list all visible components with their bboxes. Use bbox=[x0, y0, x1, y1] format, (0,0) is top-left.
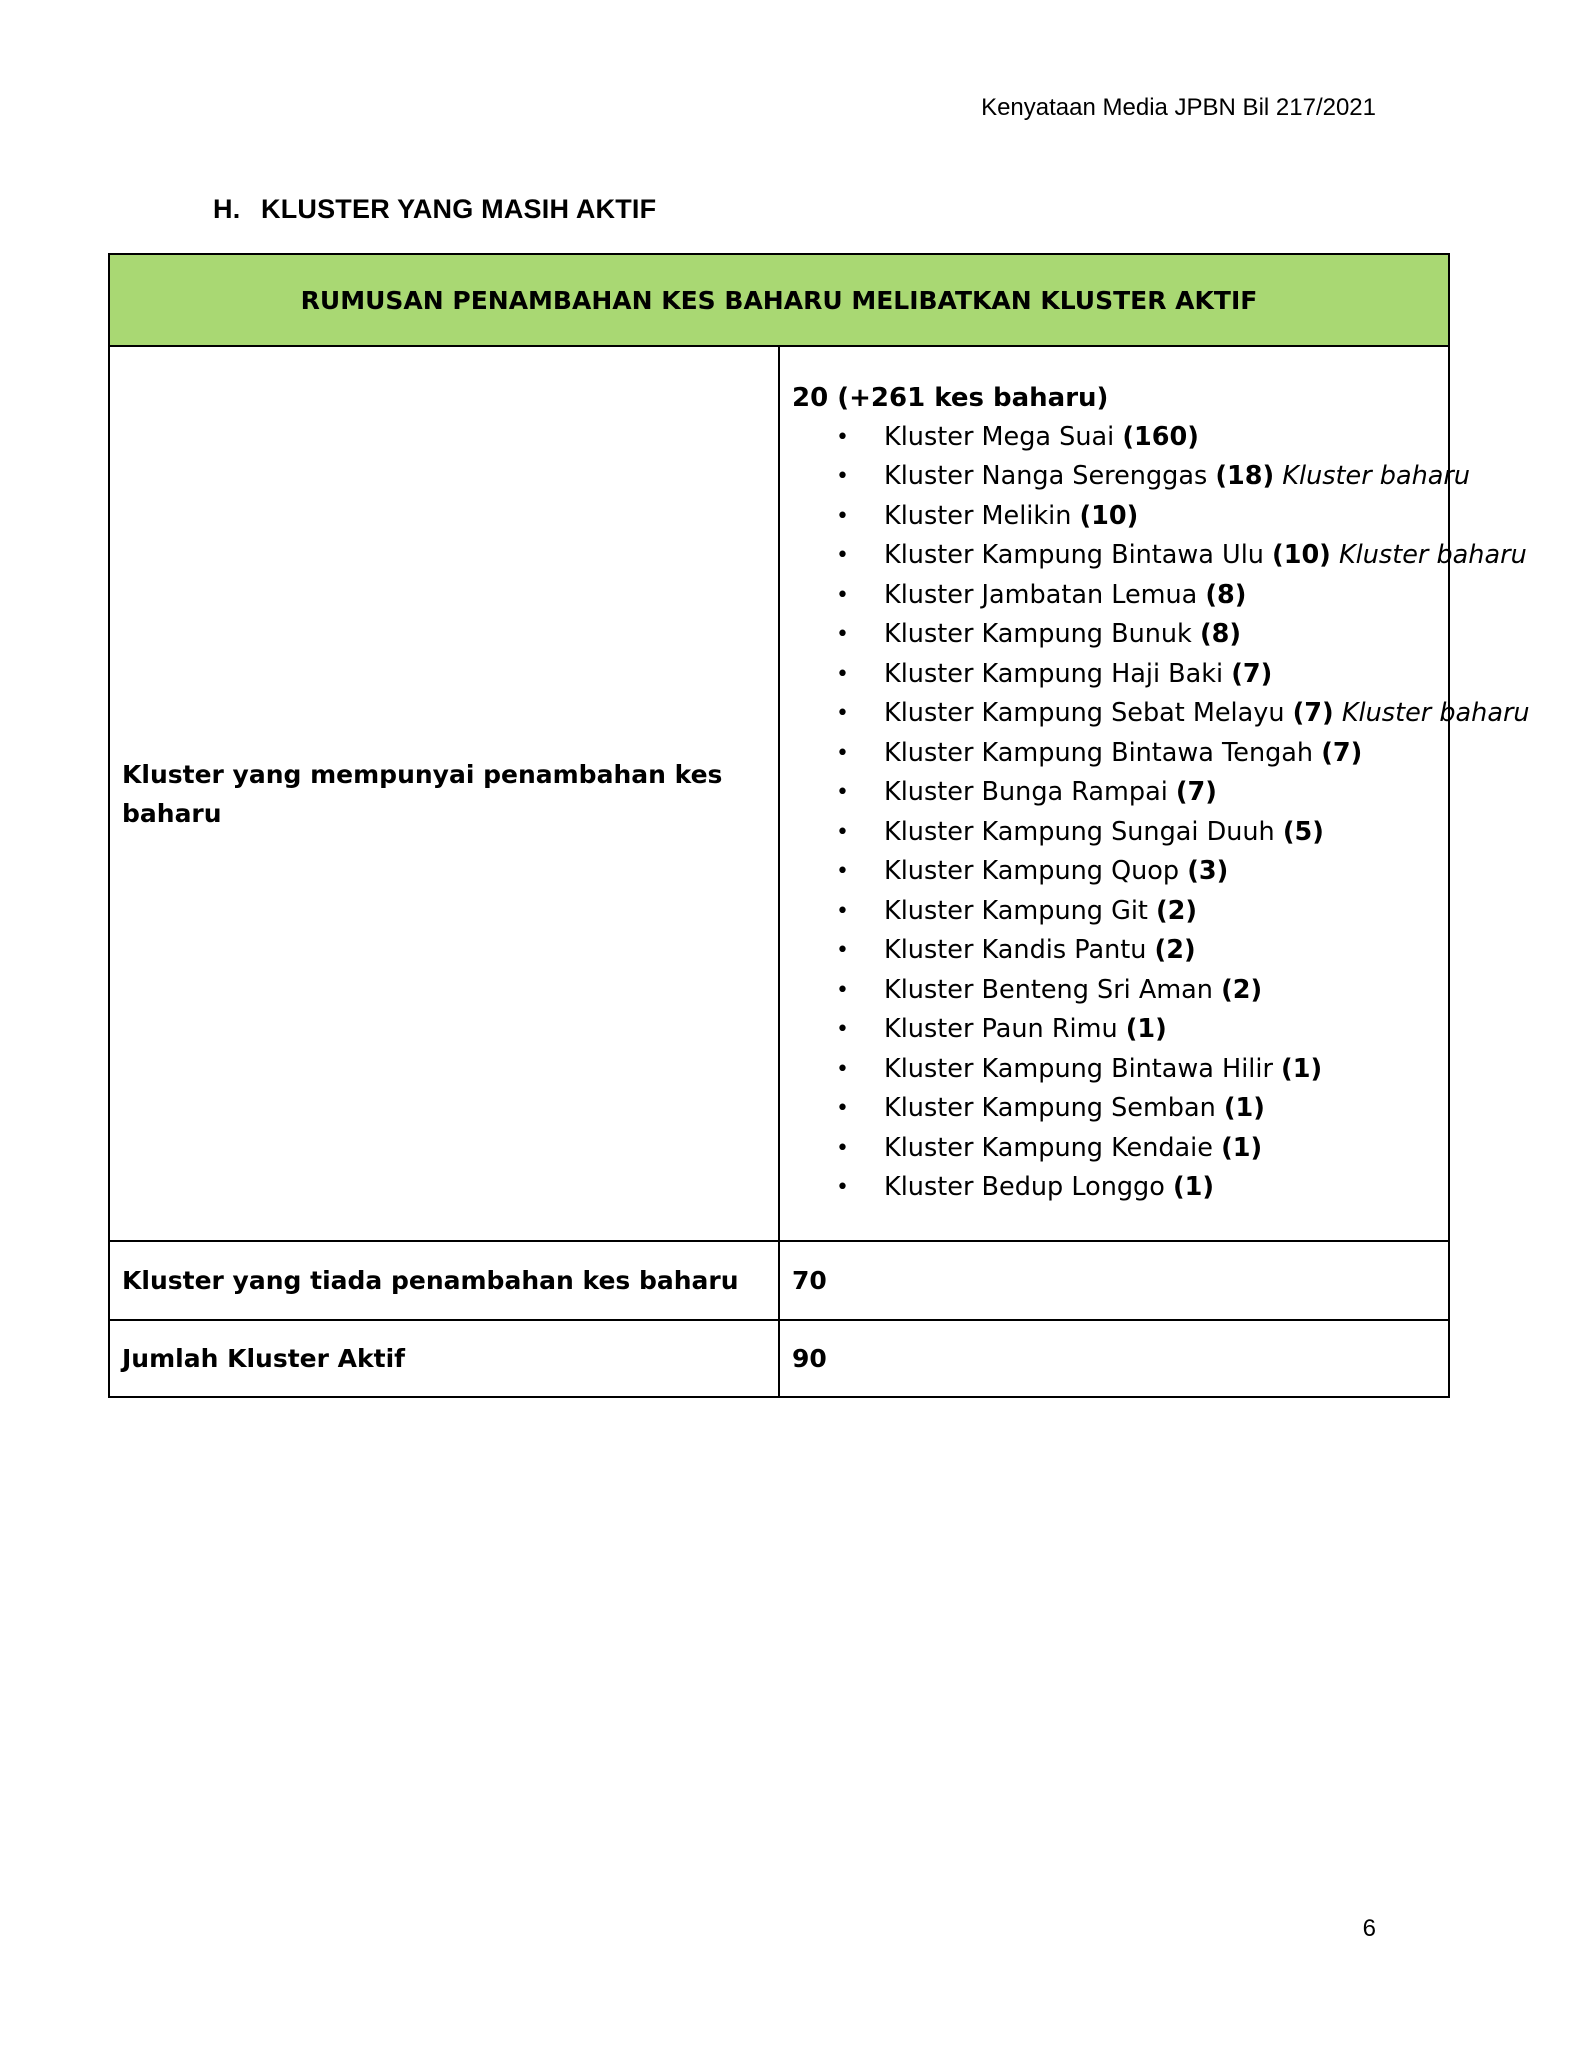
table-row-new-cases bbox=[109, 346, 1449, 1241]
row-label-no-new-cases: Kluster yang tiada penambahan kes baharu bbox=[109, 1241, 779, 1320]
cluster-name: Kluster Kampung Bintawa Hilir bbox=[884, 1053, 1273, 1084]
cluster-count: (7) bbox=[1175, 777, 1217, 807]
cluster-count: (7) bbox=[1292, 698, 1334, 728]
cluster-count: (3) bbox=[1187, 856, 1229, 886]
bullet-icon: • bbox=[836, 1056, 849, 1082]
total-cell bbox=[779, 1320, 1449, 1397]
cluster-name: Kluster Nanga Serenggas bbox=[884, 461, 1208, 491]
cluster-list-item bbox=[792, 655, 1436, 695]
cluster-list-item bbox=[792, 1129, 1436, 1169]
bullet-icon: • bbox=[836, 1017, 849, 1042]
cluster-count: (2) bbox=[1154, 935, 1196, 965]
cluster-new-tag: Kluster baharu bbox=[1338, 540, 1527, 570]
bullet-icon: • bbox=[836, 859, 849, 884]
page-number: 6 bbox=[1362, 1915, 1376, 1942]
row-label-total: Jumlah Kluster Aktif bbox=[109, 1320, 779, 1397]
bullet-icon: • bbox=[836, 582, 849, 608]
cluster-summary-table bbox=[108, 253, 1530, 1398]
new-cases-cell bbox=[779, 346, 1530, 1241]
bullet-icon: • bbox=[836, 977, 849, 1003]
cluster-list-item bbox=[792, 773, 1436, 813]
cluster-name: Kluster Kampung Bunuk bbox=[884, 619, 1192, 649]
bullet-icon: • bbox=[836, 740, 849, 766]
cluster-count: (8) bbox=[1205, 579, 1247, 610]
bullet-icon: • bbox=[836, 938, 849, 963]
cluster-list-item bbox=[792, 892, 1436, 932]
cluster-count: (18) bbox=[1215, 461, 1275, 491]
table-header: RUMUSAN PENAMBAHAN KES BAHARU MELIBATKAN KLUSTER AKTIF bbox=[109, 254, 1449, 346]
bullet-icon: • bbox=[836, 819, 849, 845]
bullet-icon: • bbox=[836, 622, 849, 647]
cluster-new-tag: Kluster baharu bbox=[1282, 461, 1471, 491]
cluster-count: (1) bbox=[1125, 1014, 1167, 1044]
bullet-icon: • bbox=[836, 1175, 849, 1200]
cluster-name: Kluster Kampung Sungai Duuh bbox=[884, 816, 1275, 847]
cluster-name: Kluster Mega Suai bbox=[884, 421, 1115, 452]
bullet-icon: • bbox=[836, 661, 849, 687]
table-header-row bbox=[109, 254, 1449, 346]
cluster-name: Kluster Bunga Rampai bbox=[884, 777, 1168, 807]
cluster-count: (160) bbox=[1122, 421, 1199, 452]
cluster-count: (2) bbox=[1221, 974, 1263, 1005]
bullet-icon: • bbox=[836, 1135, 849, 1161]
bullet-icon: • bbox=[836, 898, 849, 924]
cluster-name: Kluster Kampung Kendaie bbox=[884, 1132, 1213, 1163]
cluster-list-item bbox=[792, 497, 1436, 537]
cluster-count: (7) bbox=[1231, 658, 1273, 689]
cluster-count: (1) bbox=[1172, 1172, 1215, 1202]
cluster-count: (7) bbox=[1321, 737, 1363, 768]
cluster-name: Kluster Kampung Quop bbox=[884, 856, 1180, 886]
bullet-icon: • bbox=[836, 1096, 849, 1121]
cluster-list-item bbox=[792, 576, 1436, 616]
cluster-name: Kluster Kampung Git bbox=[884, 895, 1148, 926]
cluster-list-item bbox=[792, 536, 1527, 576]
cluster-count: (10) bbox=[1079, 500, 1139, 531]
cluster-list-item bbox=[792, 694, 1530, 734]
cluster-count: (5) bbox=[1282, 816, 1324, 847]
new-cases-total: 20 (+261 kes baharu) bbox=[792, 382, 1109, 413]
table-row-no-new-cases bbox=[109, 1241, 1449, 1320]
cluster-name: Kluster Kampung Haji Baki bbox=[884, 658, 1224, 689]
section-title: KLUSTER YANG MASIH AKTIF bbox=[261, 194, 657, 224]
cluster-list-item bbox=[792, 971, 1436, 1011]
cluster-list-item bbox=[792, 457, 1471, 497]
cluster-count: (2) bbox=[1156, 895, 1198, 926]
cluster-name: Kluster Kandis Pantu bbox=[884, 935, 1147, 965]
bullet-icon: • bbox=[836, 701, 849, 726]
cluster-list-item bbox=[792, 1168, 1436, 1208]
cluster-count: (1) bbox=[1281, 1053, 1323, 1084]
cluster-list-item bbox=[792, 931, 1436, 971]
cluster-list-item bbox=[792, 1050, 1436, 1090]
cluster-list-item bbox=[792, 418, 1436, 458]
section-heading bbox=[213, 194, 656, 225]
no-new-cases-cell bbox=[779, 1241, 1449, 1320]
cluster-name: Kluster Kampung Bintawa Tengah bbox=[884, 737, 1314, 768]
cluster-list-item bbox=[792, 1010, 1436, 1050]
cluster-list-item bbox=[792, 852, 1436, 892]
cluster-list-item bbox=[792, 813, 1436, 853]
cluster-name: Kluster Benteng Sri Aman bbox=[884, 974, 1213, 1005]
cluster-name: Kluster Kampung Semban bbox=[884, 1093, 1216, 1123]
bullet-icon: • bbox=[836, 543, 849, 568]
cluster-name: Kluster Kampung Bintawa Ulu bbox=[884, 540, 1264, 570]
bullet-icon: • bbox=[836, 503, 849, 529]
cluster-list bbox=[792, 418, 1530, 1208]
no-new-cases-value: 70 bbox=[792, 1266, 827, 1295]
cluster-name: Kluster Kampung Sebat Melayu bbox=[884, 698, 1285, 728]
bullet-icon: • bbox=[836, 780, 849, 805]
cluster-list-item bbox=[792, 734, 1436, 774]
bullet-icon: • bbox=[836, 464, 849, 489]
section-letter: H. bbox=[213, 194, 241, 224]
cluster-count: (1) bbox=[1223, 1093, 1265, 1123]
table-row-total bbox=[109, 1320, 1449, 1397]
cluster-list-item bbox=[792, 1089, 1436, 1129]
cluster-count: (10) bbox=[1272, 540, 1331, 570]
bullet-icon: • bbox=[836, 424, 849, 450]
cluster-name: Kluster Melikin bbox=[884, 500, 1072, 531]
cluster-count: (1) bbox=[1221, 1132, 1263, 1163]
cluster-count: (8) bbox=[1199, 619, 1241, 649]
cluster-list-item bbox=[792, 615, 1436, 655]
cluster-new-tag: Kluster baharu bbox=[1341, 698, 1530, 728]
cluster-name: Kluster Jambatan Lemua bbox=[884, 579, 1198, 610]
document-reference: Kenyataan Media JPBN Bil 217/2021 bbox=[981, 94, 1376, 121]
cluster-name: Kluster Paun Rimu bbox=[884, 1014, 1118, 1044]
row-label-new-cases: Kluster yang mempunyai penambahan kes baharu bbox=[109, 346, 779, 1241]
total-active-value: 90 bbox=[792, 1344, 827, 1373]
cluster-name: Kluster Bedup Longgo bbox=[884, 1172, 1165, 1202]
